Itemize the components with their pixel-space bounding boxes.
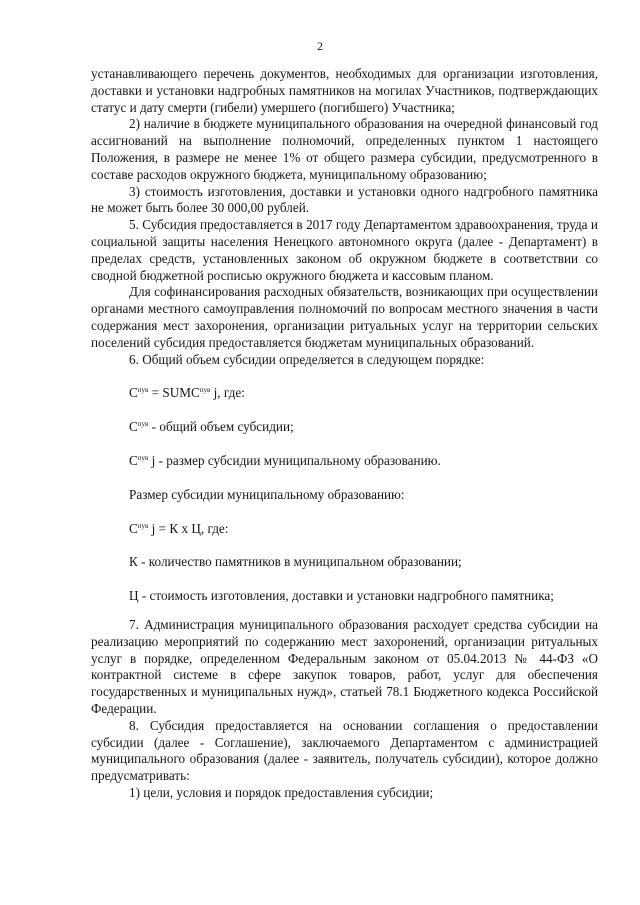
paragraph-7: 7. Администрация муниципального образования расходует средства субсидии на реализацию мероприятий по содержанию мест захоронений, организации ритуальных услуг в порядке, определенном Федеральным законом от 05.04.2013 № 44-ФЗ «О контрактной системе в сфере закупок товаров, работ, услуг для обеспечения государственных и муниципальных нужд», статьей 78.1 Бюджетного кодекса Российской Федерации. (91, 616, 598, 716)
paragraph-8-item-1: 1) цели, условия и порядок предоставления субсидии; (129, 784, 434, 800)
formula-total: $С^{пув}$ = $SUMC^{пув}$ j, где: (129, 385, 245, 401)
document-body (91, 66, 598, 802)
paragraph-6: 6. Общий объем субсидии определяется в следующем порядке: (129, 351, 485, 367)
subsidy-size-title: Размер субсидии муниципальному образованию: (129, 486, 405, 502)
paragraph-item-3: 3) стоимость изготовления, доставки и установки одного надгробного памятника не может быть более 30 000,00 рублей. (91, 183, 598, 216)
page-number: 2 (317, 39, 323, 53)
paragraph-8: 8. Субсидия предоставляется на основании соглашения о предоставлении субсидии (далее - Соглашение), заключаемого Департаментом с администрацией муниципального образования (далее - заявитель, получатель субсидии), которое должно предусматривать: (91, 717, 598, 784)
definition-k: К - количество памятников в муниципальном образовании; (129, 554, 462, 570)
paragraph-5: 5. Субсидия предоставляется в 2017 году Департаментом здравоохранения, труда и социальной защиты населения Ненецкого автономного округа (далее - Департамент) в пределах средств, установленных законом об окружном бюджете в соответствии со сводной бюджетной росписью окружного бюджета и кассовым планом. (91, 217, 598, 283)
definition-c: Ц - стоимость изготовления, доставки и установки надгробного памятника; (129, 588, 554, 604)
paragraph-continuation: устанавливающего перечень документов, необходимых для организации изготовления, доставки и установки надгробных памятников на могилах Участников, подтверждающих статус и дату смерти (гибели) умершего (погибшего) Участника; (91, 66, 598, 115)
formula-municipal: $С^{пув}$ j = К х Ц, где: (129, 520, 229, 536)
definition-municipal-subsidy: $С^{пув}$ j - размер субсидии муниципальному образованию. (129, 452, 441, 468)
definition-total-subsidy: $С^{пув}$ - общий объем субсидии; (129, 419, 294, 435)
paragraph-5-cofinancing: Для софинансирования расходных обязательств, возникающих при осуществлении органами местного самоуправления полномочий по вопросам местного значения в части содержания мест захоронения, организации ритуальных услуг на территории сельских поселений субсидия предоставляется бюджетам муниципальных образований. (91, 284, 598, 350)
paragraph-item-2: 2) наличие в бюджете муниципального образования на очередной финансовый год ассигнований на выполнение полномочий, определенных пунктом 1 настоящего Положения, в размере не менее 1% от общего размера субсидии, предусмотренного в составе расходов окружного бюджета, муниципальному образованию; (91, 116, 598, 182)
